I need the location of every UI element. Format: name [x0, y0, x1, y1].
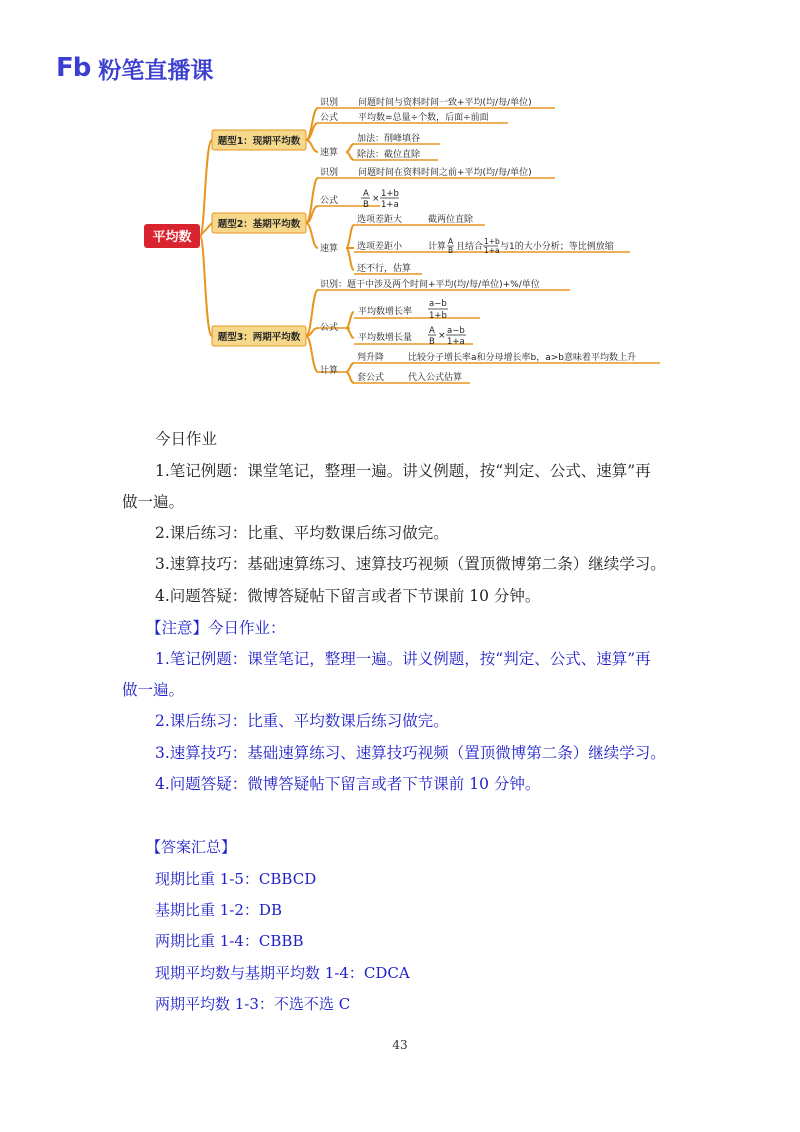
- homework-item-1-cont: 做一遍。: [122, 493, 185, 511]
- t2-shibie-value: 问题时间在资料时间之前+平均(均/每/单位): [358, 168, 532, 178]
- t3-tao-gongshi: 套公式: [357, 373, 385, 383]
- type3-label: 题型3：两期平均数: [217, 332, 301, 343]
- type1-label: 题型1：现期平均数: [217, 136, 301, 147]
- t2-estimate: 还不行，估算: [357, 264, 412, 274]
- answer-line-4: 现期平均数与基期平均数 1-4：CDCA: [155, 964, 410, 982]
- notice-title: 【注意】今日作业：: [146, 619, 286, 637]
- t2-susuan-key: 速算: [320, 244, 339, 254]
- t3-ga-num: a−b: [447, 326, 465, 336]
- fb-logo-icon: Fb: [56, 53, 91, 83]
- t2-small-v1: 计算: [428, 242, 447, 252]
- t2-formula-num: 1+b: [381, 189, 399, 199]
- t3-pan-shengjiang-value: 比较分子增长率a和分母增长率b，a>b意味着平均数上升: [408, 353, 636, 363]
- notice-item-1: 1.笔记例题：课堂笔记，整理一遍。讲义例题，按“判定、公式、速算”再: [155, 650, 651, 668]
- t2-small-gap: 选项差距小: [357, 242, 403, 252]
- answer-line-2: 基期比重 1-2：DB: [155, 901, 282, 919]
- answer-line-5: 两期平均数 1-3：不选不选 C: [155, 995, 351, 1013]
- t2-big-gap: 选项差距大: [357, 215, 403, 225]
- type2-label: 题型2：基期平均数: [217, 219, 301, 230]
- t2-small-v3: 与1的大小分析；等比例放缩: [500, 242, 614, 252]
- t3-jisuan-key: 计算: [320, 366, 339, 376]
- t3-ga-B: B: [429, 337, 435, 347]
- t2-small-num: 1+b: [484, 237, 500, 246]
- notice-item-1-cont: 做一遍。: [122, 681, 185, 699]
- t2-small-v2: 且结合: [456, 242, 484, 252]
- t2-big-gap-value: 截两位直除: [428, 215, 474, 225]
- brand-logo: [56, 50, 213, 86]
- homework-item-2: 2.课后练习：比重、平均数课后练习做完。: [155, 524, 449, 542]
- t3-gongshi-key: 公式: [320, 323, 339, 333]
- answer-line-3: 两期比重 1-4：CBBB: [155, 932, 304, 950]
- t2-formula-times: ×: [372, 194, 380, 204]
- t2-formula-B: B: [363, 200, 369, 210]
- t1-jiafa: 加法：削峰填谷: [357, 134, 421, 144]
- t3-tao-gongshi-value: 代入公式估算: [408, 373, 463, 383]
- t1-shibie-key: 识别: [320, 98, 339, 108]
- answer-line-1: 现期比重 1-5：CBBCD: [155, 870, 317, 888]
- homework-item-4: 4.问题答疑：微博答疑帖下留言或者下节课前 10 分钟。: [155, 587, 541, 605]
- t3-growth-rate: 平均数增长率: [358, 307, 413, 317]
- t2-formula-A: A: [363, 189, 369, 199]
- t1-chufa: 除法：截位直除: [357, 150, 421, 160]
- root-label: 平均数: [152, 230, 192, 245]
- t2-formula-den: 1+a: [381, 200, 399, 210]
- t3-pan-shengjiang: 判升降: [357, 353, 385, 363]
- t3-growth-amount: 平均数增长量: [358, 333, 413, 343]
- t2-small-den: 1+a: [484, 246, 500, 255]
- t3-ga-A: A: [429, 326, 435, 336]
- t1-gongshi-value: 平均数=总量÷个数，后面÷前面: [358, 113, 489, 123]
- notice-item-2: 2.课后练习：比重、平均数课后练习做完。: [155, 712, 449, 730]
- t2-small-B: B: [448, 246, 454, 255]
- homework-item-3: 3.速算技巧：基础速算练习、速算技巧视频（置顶微博第二条）继续学习。: [155, 555, 666, 573]
- t3-ga-times: ×: [438, 331, 446, 341]
- homework-title: 今日作业: [155, 430, 218, 448]
- t3-ga-den: 1+a: [447, 337, 465, 347]
- t2-shibie-key: 识别: [320, 168, 339, 178]
- t3-gr-num: a−b: [429, 299, 447, 309]
- notice-item-3: 3.速算技巧：基础速算练习、速算技巧视频（置顶微博第二条）继续学习。: [155, 744, 666, 762]
- answers-title: 【答案汇总】: [146, 838, 237, 856]
- t3-shibie: 识别：题干中涉及两个时间+平均(均/每/单位)+%/单位: [320, 280, 540, 290]
- mind-map: [140, 92, 680, 392]
- t1-gongshi-key: 公式: [320, 113, 339, 123]
- t3-gr-den: 1+b: [429, 311, 447, 321]
- homework-item-1: 1.笔记例题：课堂笔记，整理一遍。讲义例题，按“判定、公式、速算”再: [155, 462, 651, 480]
- t1-shibie-value: 问题时间与资料时间一致+平均(均/每/单位): [358, 98, 532, 108]
- notice-item-4: 4.问题答疑：微博答疑帖下留言或者下节课前 10 分钟。: [155, 775, 541, 793]
- t2-small-A: A: [448, 237, 454, 246]
- t2-gongshi-key: 公式: [320, 196, 339, 206]
- t1-susuan-key: 速算: [320, 148, 339, 158]
- page-number: 43: [392, 1038, 408, 1052]
- brand-name: 粉笔直播课: [98, 57, 214, 84]
